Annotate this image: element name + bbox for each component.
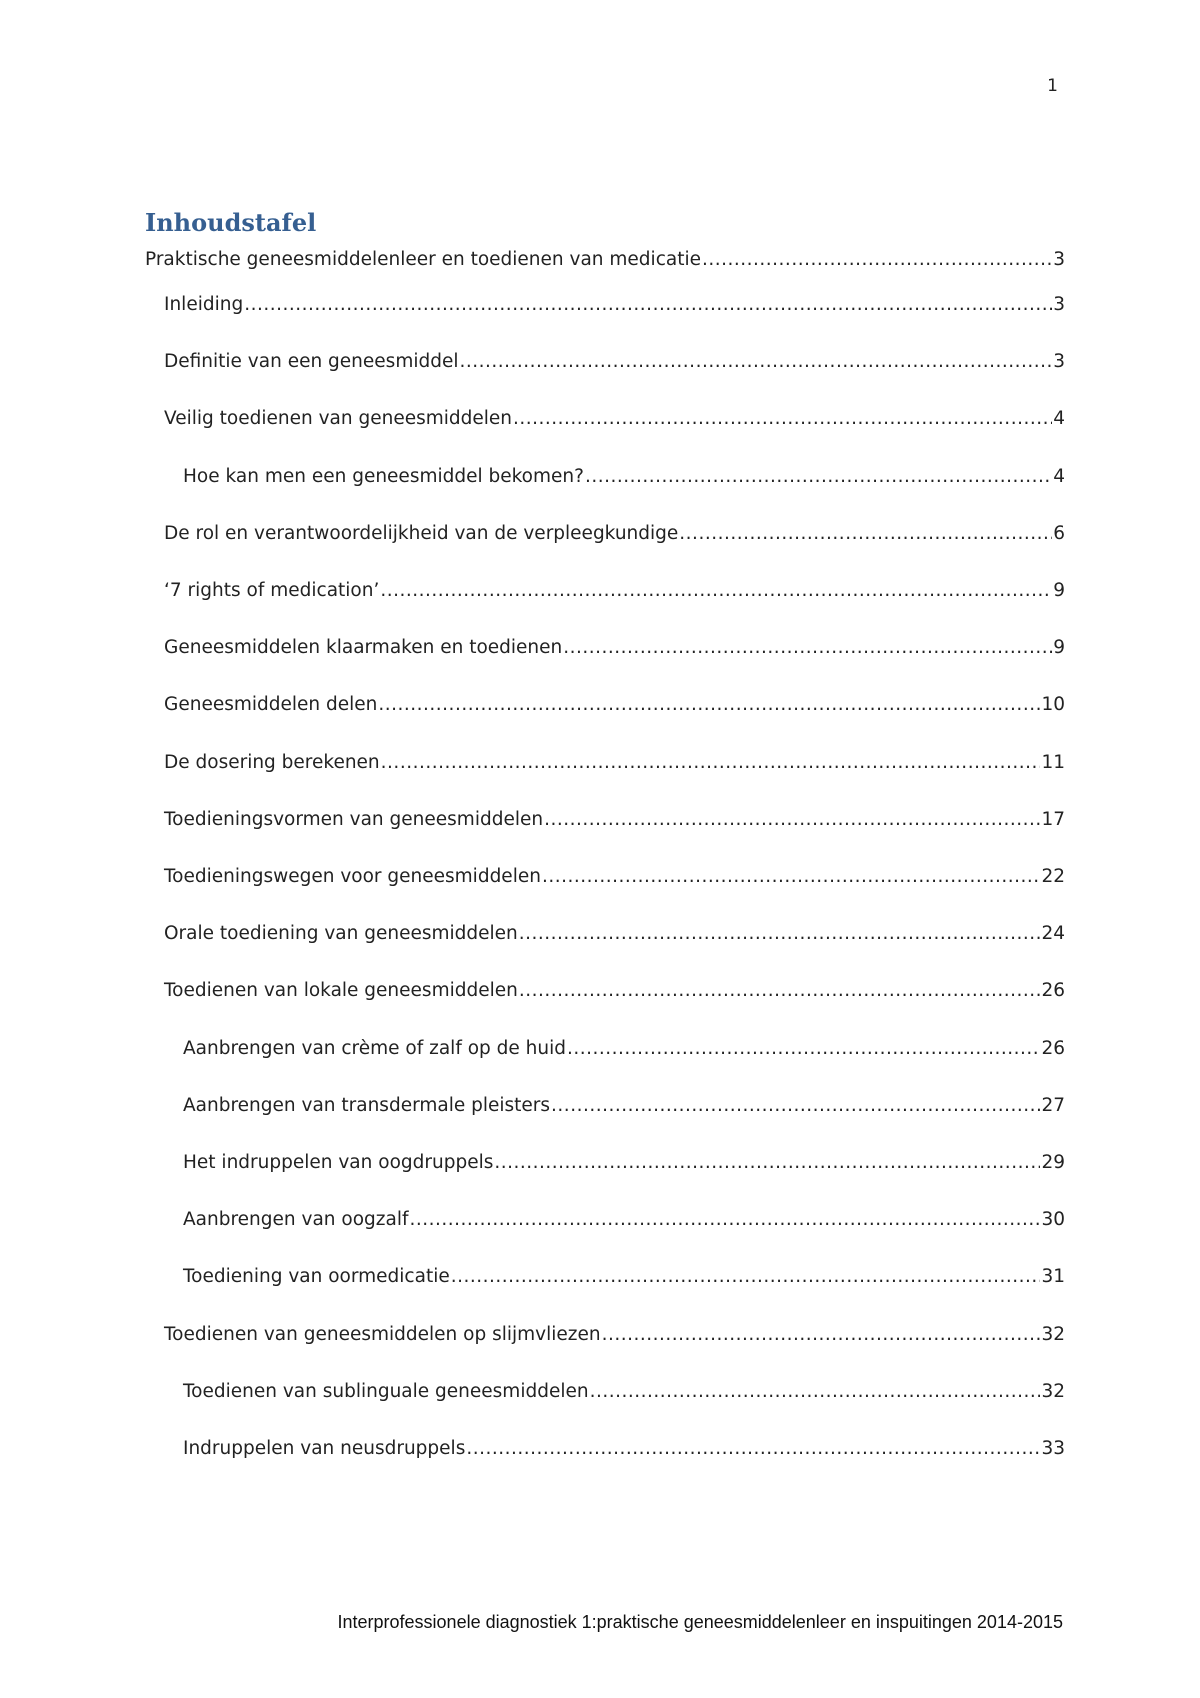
toc-entry-label: Indruppelen van neusdruppels (183, 1438, 466, 1459)
toc-entry-page-number: 11 (1041, 751, 1065, 773)
toc-title: Inhoudstafel (145, 208, 317, 237)
toc-entry-page-number: 6 (1053, 522, 1065, 544)
toc-dot-leader (585, 463, 1052, 491)
toc-entry-page-number: 26 (1041, 980, 1065, 1002)
toc-entry[interactable] (164, 520, 1065, 548)
toc-dot-leader (551, 1092, 1040, 1120)
toc-entry[interactable] (164, 291, 1065, 319)
page-footer: Interprofessionele diagnostiek 1:praktische geneesmiddelenleer en inspuitingen 2014-2015 (337, 1612, 1063, 1632)
toc-entry-page-number: 33 (1041, 1438, 1065, 1459)
toc-entry-page-number: 3 (1053, 294, 1065, 315)
toc-dot-leader (494, 1149, 1040, 1177)
toc-entry-label: Praktische geneesmiddelenleer en toedienen van medicatie (145, 249, 701, 270)
toc-entry[interactable] (183, 1035, 1065, 1063)
toc-entry-page-number: 3 (1053, 351, 1065, 373)
toc-entry[interactable] (164, 577, 1065, 605)
toc-entry-page-number: 32 (1041, 1380, 1065, 1402)
toc-entry-label: Toedieningsvormen van geneesmiddelen (164, 808, 544, 830)
toc-dot-leader (381, 749, 1041, 777)
toc-entry-page-number: 9 (1053, 637, 1065, 659)
toc-dot-leader (590, 1378, 1041, 1406)
toc-entry[interactable] (164, 806, 1065, 834)
toc-entry-page-number: 4 (1053, 465, 1065, 487)
toc-entry[interactable] (164, 405, 1065, 433)
toc-dot-leader (459, 348, 1052, 376)
toc-entry-label: De rol en verantwoordelijkheid van de verpleegkundige (164, 522, 679, 544)
toc-entry-page-number: 32 (1041, 1323, 1065, 1345)
toc-entry-label: Definitie van een geneesmiddel (164, 351, 459, 373)
toc-dot-leader (378, 691, 1040, 719)
toc-entry[interactable] (164, 920, 1065, 948)
toc-dot-leader (602, 1321, 1041, 1349)
toc-entry-label: Veilig toedienen van geneesmiddelen (164, 408, 512, 430)
toc-entry-label: Toedieningswegen voor geneesmiddelen (164, 866, 541, 887)
toc-entry-page-number: 26 (1041, 1037, 1065, 1059)
toc-dot-leader (451, 1263, 1041, 1291)
toc-dot-leader (563, 634, 1052, 662)
toc-entry-label: Het indruppelen van oogdruppels (183, 1152, 494, 1173)
toc-entry-label: Aanbrengen van oogzalf (183, 1209, 409, 1231)
toc-entry[interactable] (164, 749, 1065, 777)
toc-dot-leader (409, 1206, 1040, 1234)
toc-entry-page-number: 3 (1053, 249, 1065, 270)
toc-dot-leader (679, 520, 1052, 548)
toc-entry-page-number: 22 (1041, 866, 1065, 887)
toc-entry-label: Inleiding (164, 294, 244, 315)
toc-dot-leader (519, 920, 1041, 948)
toc-entry-page-number: 10 (1041, 694, 1065, 716)
toc-entry[interactable] (183, 1092, 1065, 1120)
toc-dot-leader (567, 1035, 1040, 1063)
toc-dot-leader (513, 405, 1052, 433)
toc-entry[interactable] (164, 634, 1065, 662)
toc-entry[interactable] (183, 1378, 1065, 1406)
toc-entry[interactable] (164, 348, 1065, 376)
toc-entry[interactable] (164, 863, 1065, 891)
page-number: 1 (1047, 76, 1058, 96)
toc-dot-leader (380, 577, 1052, 605)
toc-dot-leader (542, 863, 1041, 891)
toc-entry[interactable] (183, 1206, 1065, 1234)
toc-entry-label: De dosering berekenen (164, 751, 380, 773)
toc-dot-leader (244, 291, 1052, 319)
toc-entry-label: Toedienen van sublinguale geneesmiddelen (183, 1380, 589, 1402)
toc-entry[interactable] (145, 246, 1065, 274)
toc-entry-page-number: 17 (1041, 808, 1065, 830)
toc-entry-label: Toediening van oormedicatie (183, 1266, 450, 1288)
toc-entry-page-number: 4 (1053, 408, 1065, 430)
toc-entry-label: ‘7 rights of medication’ (164, 580, 380, 601)
toc-entry[interactable] (164, 977, 1065, 1005)
toc-entry-label: Aanbrengen van transdermale pleisters (183, 1094, 551, 1116)
toc-entry-label: Geneesmiddelen delen (164, 694, 378, 716)
toc-dot-leader (466, 1435, 1040, 1463)
toc-dot-leader (544, 806, 1040, 834)
toc-dot-leader (519, 977, 1041, 1005)
toc-entry-label: Hoe kan men een geneesmiddel bekomen? (183, 465, 584, 487)
toc-entry[interactable] (183, 463, 1065, 491)
toc-dot-leader (702, 246, 1052, 274)
toc-entry-page-number: 27 (1041, 1094, 1065, 1116)
toc-entry-label: Toedienen van geneesmiddelen op slijmvliezen (164, 1323, 601, 1345)
toc-entry-label: Geneesmiddelen klaarmaken en toedienen (164, 637, 563, 659)
toc-entry-label: Aanbrengen van crème of zalf op de huid (183, 1037, 566, 1059)
toc-entry[interactable] (183, 1435, 1065, 1463)
toc-entry-page-number: 9 (1053, 580, 1065, 601)
toc-entry[interactable] (164, 691, 1065, 719)
toc-entry-page-number: 31 (1041, 1266, 1065, 1288)
toc-entry-label: Orale toediening van geneesmiddelen (164, 923, 518, 945)
toc-entry-label: Toedienen van lokale geneesmiddelen (164, 980, 518, 1002)
toc-entry[interactable] (183, 1149, 1065, 1177)
toc-entry-page-number: 30 (1041, 1209, 1065, 1231)
toc-entry-page-number: 29 (1041, 1152, 1065, 1173)
toc-entry[interactable] (183, 1263, 1065, 1291)
toc-entry-page-number: 24 (1041, 923, 1065, 945)
toc-entry[interactable] (164, 1321, 1065, 1349)
